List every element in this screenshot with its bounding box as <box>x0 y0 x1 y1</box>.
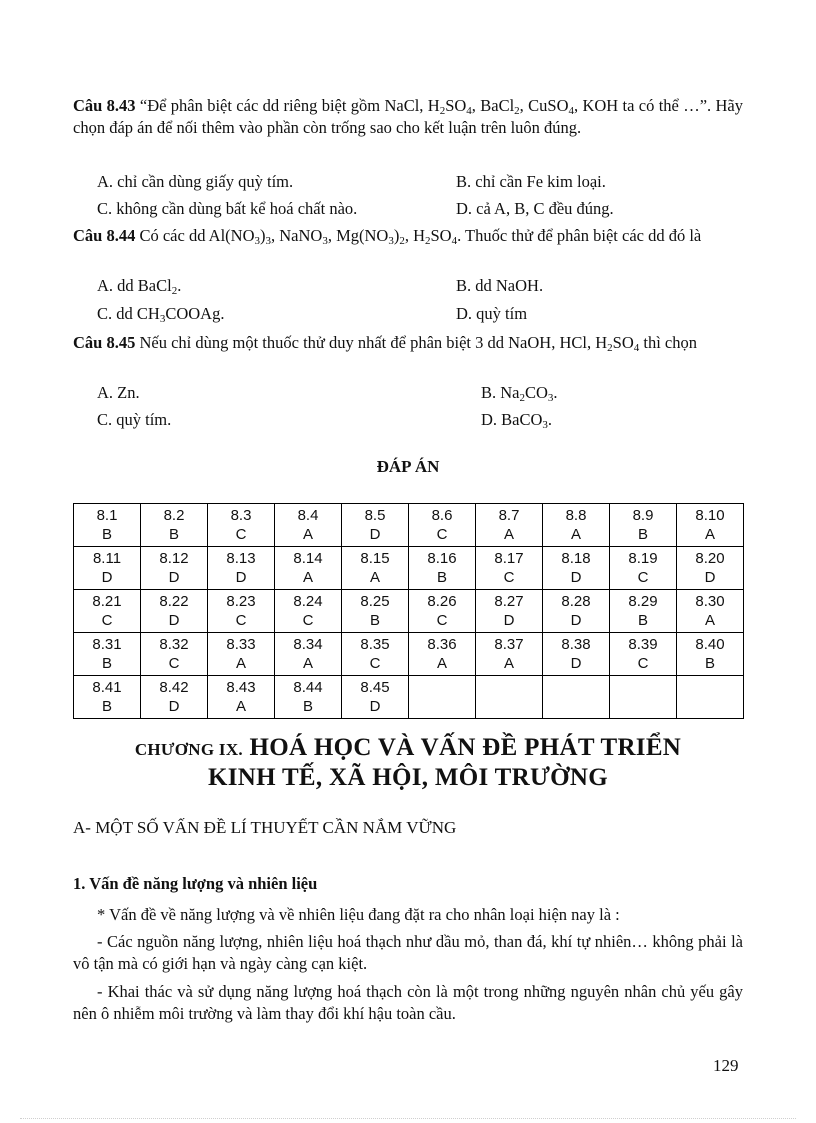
answer-cell <box>610 590 677 633</box>
question-number: 8.31 <box>92 636 122 653</box>
question-number: 8.17 <box>494 550 524 567</box>
answer-letter: A <box>302 655 313 672</box>
answer-cell <box>677 633 744 676</box>
answer-letter: D <box>570 612 582 629</box>
option-d: D. quỳ tím <box>456 304 528 323</box>
answer-cell <box>208 633 275 676</box>
answer-cell <box>476 547 543 590</box>
question-number: 8.33 <box>226 636 256 653</box>
answer-letter: C <box>436 526 448 543</box>
answer-row <box>74 547 744 590</box>
question-8-43: Câu 8.43 “Để phân biệt các dd riêng biệt gồm NaCl, $H_2SO_4$, BaCl$_2$, CuSO$_4$, KOH ta có thể …”. Hãy chọn đáp án để nối thêm vào phần còn trống sao cho kết luận trên luôn đúng. <box>73 96 744 137</box>
answer-cell <box>476 633 543 676</box>
answer-cell <box>610 633 677 676</box>
answer-heading: ĐÁP ÁN <box>376 457 440 476</box>
chapter-title-line1: HOÁ HỌC VÀ VẤN ĐỀ PHÁT TRIỂN <box>242 734 682 761</box>
option-b: B. chỉ cần Fe kim loại. <box>456 172 606 191</box>
answer-cell <box>342 633 409 676</box>
answer-row <box>74 633 744 676</box>
answer-row <box>74 504 744 547</box>
option-a: A. dd BaCl$_2$. <box>97 276 182 297</box>
option-d: D. cả A, B, C đều đúng. <box>456 199 614 218</box>
answer-cell <box>275 590 342 633</box>
answer-cell <box>208 504 275 547</box>
answer-letter: C <box>637 569 649 586</box>
answer-cell <box>610 676 677 719</box>
question-number: 8.13 <box>226 550 256 567</box>
answer-letter: A <box>302 526 313 543</box>
answer-cell <box>141 547 208 590</box>
answer-letter: D <box>369 526 381 543</box>
question-number: 8.35 <box>360 636 390 653</box>
answer-cell <box>74 676 141 719</box>
answer-cell <box>342 676 409 719</box>
answer-cell <box>677 676 744 719</box>
answer-cell <box>409 633 476 676</box>
question-number: 8.2 <box>163 507 185 524</box>
answer-letter: B <box>101 655 112 672</box>
answer-cell <box>74 590 141 633</box>
answer-cell <box>610 547 677 590</box>
question-number: 8.10 <box>695 507 725 524</box>
question-number: 8.8 <box>565 507 587 524</box>
answer-cell <box>476 504 543 547</box>
question-number: 8.4 <box>297 507 319 524</box>
question-number: 8.20 <box>695 550 725 567</box>
answer-letter: C <box>101 612 113 629</box>
option-b: B. dd NaOH. <box>456 276 544 295</box>
question-number: 8.7 <box>498 507 520 524</box>
footer-divider <box>20 1118 796 1119</box>
answer-letter: A <box>235 655 246 672</box>
answer-cell <box>74 547 141 590</box>
answer-cell <box>543 676 610 719</box>
page-number: 129 <box>713 1056 739 1075</box>
answer-letter: A <box>436 655 447 672</box>
answer-cell <box>610 504 677 547</box>
question-number: 8.42 <box>159 679 189 696</box>
question-number: 8.5 <box>364 507 386 524</box>
answer-row <box>74 590 744 633</box>
answer-cell <box>677 590 744 633</box>
question-number: 8.12 <box>159 550 189 567</box>
option-c: C. quỳ tím. <box>97 410 172 429</box>
answer-cell <box>342 547 409 590</box>
answer-letter: B <box>637 526 648 543</box>
question-number: 8.26 <box>427 593 457 610</box>
answer-cell <box>409 676 476 719</box>
answer-cell <box>409 590 476 633</box>
answer-cell <box>275 633 342 676</box>
answer-cell <box>476 590 543 633</box>
question-number: 8.37 <box>494 636 524 653</box>
answer-cell <box>275 547 342 590</box>
question-number: Câu 8.44 <box>73 226 136 245</box>
answer-letter: B <box>637 612 648 629</box>
answer-cell <box>141 504 208 547</box>
subsection-heading: 1. Vấn đề năng lượng và nhiên liệu <box>73 874 318 893</box>
answer-cell <box>543 547 610 590</box>
question-8-45: Câu 8.45 Nếu chỉ dùng một thuốc thử duy nhất để phân biệt 3 dd NaOH, HCl, $H_2SO_4$ thì chọn <box>73 333 697 354</box>
question-number: 8.30 <box>695 593 725 610</box>
answer-cell <box>543 590 610 633</box>
question-number: 8.39 <box>628 636 658 653</box>
answer-letter: B <box>436 569 447 586</box>
answer-cell <box>677 504 744 547</box>
question-number: 8.21 <box>92 593 122 610</box>
question-number: 8.9 <box>632 507 654 524</box>
answer-cell <box>543 504 610 547</box>
question-number: 8.14 <box>293 550 323 567</box>
answer-cell <box>208 590 275 633</box>
answer-letter: C <box>168 655 180 672</box>
answer-letter: A <box>570 526 581 543</box>
option-c: C. dd $CH_3COOAg$. <box>97 304 225 325</box>
question-number: 8.11 <box>92 550 122 567</box>
answer-cell <box>208 547 275 590</box>
answer-cell <box>74 633 141 676</box>
answer-letter: B <box>101 698 112 715</box>
answer-cell <box>677 547 744 590</box>
chapter-prefix: CHƯƠNG IX. <box>134 740 243 759</box>
option-c: C. không cần dùng bất kể hoá chất nào. <box>97 199 358 218</box>
answer-cell <box>275 676 342 719</box>
answer-letter: A <box>503 526 514 543</box>
paragraph: * Vấn đề về năng lượng và về nhiên liệu đang đặt ra cho nhân loại hiện nay là : <box>97 905 620 924</box>
answer-letter: B <box>302 698 313 715</box>
answer-cell <box>275 504 342 547</box>
question-number: 8.15 <box>360 550 390 567</box>
answer-letter: B <box>369 612 380 629</box>
answer-cell <box>342 590 409 633</box>
question-number: 8.28 <box>561 593 591 610</box>
question-number: 8.1 <box>96 507 118 524</box>
answer-letter: B <box>704 655 715 672</box>
answer-cell <box>476 676 543 719</box>
question-number: 8.34 <box>293 636 323 653</box>
answer-letter: D <box>503 612 515 629</box>
question-number: 8.6 <box>431 507 453 524</box>
question-number: 8.40 <box>695 636 725 653</box>
paragraph: - Khai thác và sử dụng năng lượng hoá thạch còn là một trong những nguyên nhân chủ yếu gây nên ô nhiễm môi trường và làm thay đổi khí hậu toàn cầu. <box>73 982 743 1023</box>
answer-cell <box>409 504 476 547</box>
question-number: 8.29 <box>628 593 658 610</box>
chapter-title-line2: KINH TẾ, XÃ HỘI, MÔI TRƯỜNG <box>207 764 609 791</box>
answer-cell <box>141 633 208 676</box>
answer-cell <box>342 504 409 547</box>
option-a: A. chỉ cần dùng giấy quỳ tím. <box>97 172 294 191</box>
answer-letter: D <box>168 612 180 629</box>
answer-letter: B <box>168 526 179 543</box>
answer-letter: C <box>302 612 314 629</box>
question-number: 8.36 <box>427 636 457 653</box>
answer-letter: D <box>235 569 247 586</box>
answer-letter: A <box>503 655 514 672</box>
question-number: 8.22 <box>159 593 189 610</box>
question-number: 8.44 <box>293 679 323 696</box>
question-number: 8.27 <box>494 593 524 610</box>
answer-letter: A <box>369 569 380 586</box>
answer-letter: A <box>704 612 715 629</box>
answer-letter: A <box>235 698 246 715</box>
question-number: 8.45 <box>360 679 390 696</box>
option-d: D. BaCO$_3$. <box>481 410 553 431</box>
question-number: 8.32 <box>159 636 189 653</box>
answer-letter: D <box>570 569 582 586</box>
answer-letter: D <box>168 698 180 715</box>
answer-letter: D <box>101 569 113 586</box>
answer-letter: D <box>168 569 180 586</box>
question-number: Câu 8.43 <box>73 96 136 115</box>
question-number: Câu 8.45 <box>73 333 136 352</box>
answer-letter: D <box>369 698 381 715</box>
answer-row <box>74 676 744 719</box>
option-a: A. Zn. <box>97 383 140 402</box>
answer-table <box>73 503 744 719</box>
answer-cell <box>141 676 208 719</box>
answer-cell <box>409 547 476 590</box>
answer-letter: D <box>570 655 582 672</box>
question-number: 8.19 <box>628 550 658 567</box>
answer-letter: C <box>503 569 515 586</box>
question-number: 8.43 <box>226 679 256 696</box>
answer-letter: C <box>235 526 247 543</box>
answer-cell <box>208 676 275 719</box>
answer-letter: C <box>369 655 381 672</box>
question-number: 8.24 <box>293 593 323 610</box>
question-8-44: Câu 8.44 Có các dd $Al(NO_3)_3$, NaNO$_3$, $Mg(NO_3)_2$, $H_2SO_4$. Thuốc thử để phân biệt các dd đó là <box>73 226 702 247</box>
question-number: 8.23 <box>226 593 256 610</box>
answer-letter: D <box>704 569 716 586</box>
option-b: B. $Na_2CO_3$. <box>481 383 558 404</box>
answer-letter: A <box>302 569 313 586</box>
question-number: 8.3 <box>230 507 252 524</box>
question-number: 8.38 <box>561 636 591 653</box>
answer-letter: B <box>101 526 112 543</box>
chapter-title <box>0 734 816 762</box>
answer-cell <box>141 590 208 633</box>
section-heading: A- MỘT SỐ VẤN ĐỀ LÍ THUYẾT CẦN NẮM VỮNG <box>73 818 457 837</box>
answer-cell <box>74 504 141 547</box>
answer-letter: C <box>436 612 448 629</box>
question-number: 8.25 <box>360 593 390 610</box>
answer-cell <box>543 633 610 676</box>
question-number: 8.18 <box>561 550 591 567</box>
answer-letter: C <box>235 612 247 629</box>
answer-letter: C <box>637 655 649 672</box>
answer-letter: A <box>704 526 715 543</box>
question-number: 8.41 <box>92 679 122 696</box>
question-number: 8.16 <box>427 550 457 567</box>
paragraph: - Các nguồn năng lượng, nhiên liệu hoá thạch như dầu mỏ, than đá, khí tự nhiên… không phải là vô tận mà có giới hạn và ngày càng cạn kiệt. <box>73 932 743 973</box>
